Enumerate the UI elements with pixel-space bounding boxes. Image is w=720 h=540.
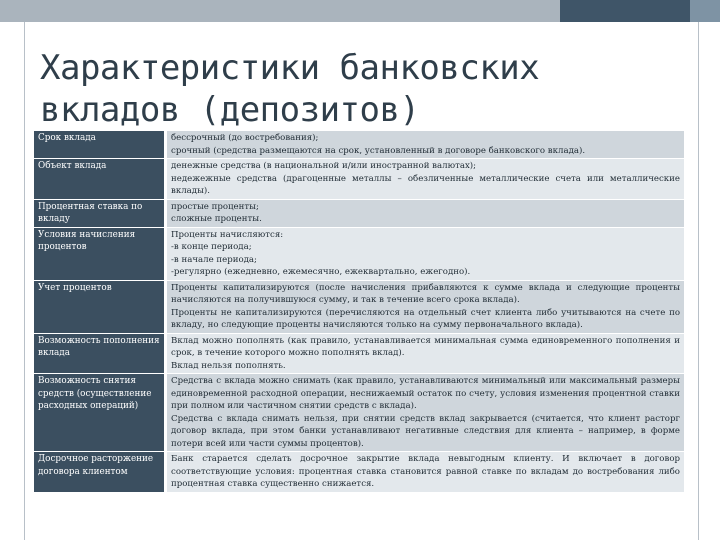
table-row: [34, 228, 684, 280]
value-line: простые проценты;: [171, 201, 259, 212]
row-header-cell: Процентная ставка по вкладу: [34, 200, 164, 227]
table-row: [34, 452, 684, 492]
row-header-cell: Объект вклада: [34, 159, 164, 199]
table-row: [34, 334, 684, 374]
left-border-line: [24, 22, 25, 540]
row-value-cell: [167, 334, 684, 374]
table-row: [34, 159, 684, 199]
top-bar-segment-light: [0, 0, 560, 22]
row-value-cell: [167, 281, 684, 333]
top-bar-segment-dark: [560, 0, 690, 22]
value-line: срочный (средства размещаются на срок, установленный в договоре банковского вклада).: [171, 145, 586, 156]
deposit-characteristics-table: [34, 130, 684, 493]
row-value-cell: [167, 228, 684, 280]
row-value-cell: [167, 131, 684, 158]
row-value-cell: [167, 159, 684, 199]
value-line: Банк старается сделать досрочное закрытие вклада невыгодным клиенту. И включает в договор соответствующие условия: процентная ставка становится равной ставке по вкладам до востребования либо процентная ставка существенно снижается.: [171, 454, 680, 489]
value-line: -регулярно (ежедневно, ежемесячно, ежеквартально, ежегодно).: [171, 267, 471, 277]
table-row: [34, 281, 684, 333]
value-line: Средства с вклада можно снимать (как правило, устанавливаются минимальный или максимальный размеры единовременной расходной операции, неснижаемый остаток по счету, условия изменения процентной ставки при полном или частичном снятии средств с вклада).: [171, 376, 680, 411]
value-line: Вклад можно пополнять (как правило, устанавливается минимальная сумма единовременного пополнения и срок, в течение которого можно пополнять вклад).: [171, 335, 680, 358]
value-line: Проценты не капитализируются (перечисляются на отдельный счет клиента либо учитываются на счете по вкладу, но следующие проценты начисляются только на сумму первоначального вклада).: [171, 307, 680, 330]
row-value-cell: [167, 452, 684, 492]
row-value-cell: [167, 374, 684, 451]
table-row: [34, 131, 684, 158]
top-decorative-bar: [0, 0, 720, 22]
row-value-cell: [167, 200, 684, 227]
row-header-cell: Досрочное расторжение договора клиентом: [34, 452, 164, 492]
value-line: денежные средства (в национальной и/или иностранной валютах);: [171, 161, 477, 171]
table-row: [34, 200, 684, 227]
value-line: недежежные средства (драгоценные металлы – обезличенные металлические счета или металлические вклады).: [171, 173, 680, 196]
value-line: сложные проценты.: [171, 214, 262, 224]
value-line: Проценты начисляются:: [171, 229, 284, 240]
value-line: -в конце периода;: [171, 242, 252, 252]
table-row: [34, 374, 684, 451]
value-line: Проценты капитализируются (после начисления прибавляются к сумме вклада и следующие проценты начисляются на получившуюся сумму, и так в течение всего срока вклада).: [171, 282, 680, 305]
value-line: Вклад нельзя пополнять.: [171, 360, 286, 371]
slide-title: Характеристики банковских вкладов (депозитов): [40, 48, 540, 130]
value-line: бессрочный (до востребования);: [171, 133, 319, 143]
row-header-cell: Учет процентов: [34, 281, 164, 333]
right-border-line: [698, 22, 699, 540]
row-header-cell: Возможность снятия средств (осуществление расходных операций): [34, 374, 164, 451]
top-bar-segment-accent: [690, 0, 720, 22]
value-line: Средства с вклада снимать нельзя, при снятии средств вклад закрывается (считается, что клиент расторг договор вклада, при этом банки устанавливают негативные следствия для клиента – например, в форме потери всей или части суммы процентов).: [171, 413, 680, 449]
row-header-cell: Срок вклада: [34, 131, 164, 158]
value-line: -в начале периода;: [171, 254, 257, 265]
row-header-cell: Возможность пополнения вклада: [34, 334, 164, 374]
row-header-cell: Условия начисления процентов: [34, 228, 164, 280]
